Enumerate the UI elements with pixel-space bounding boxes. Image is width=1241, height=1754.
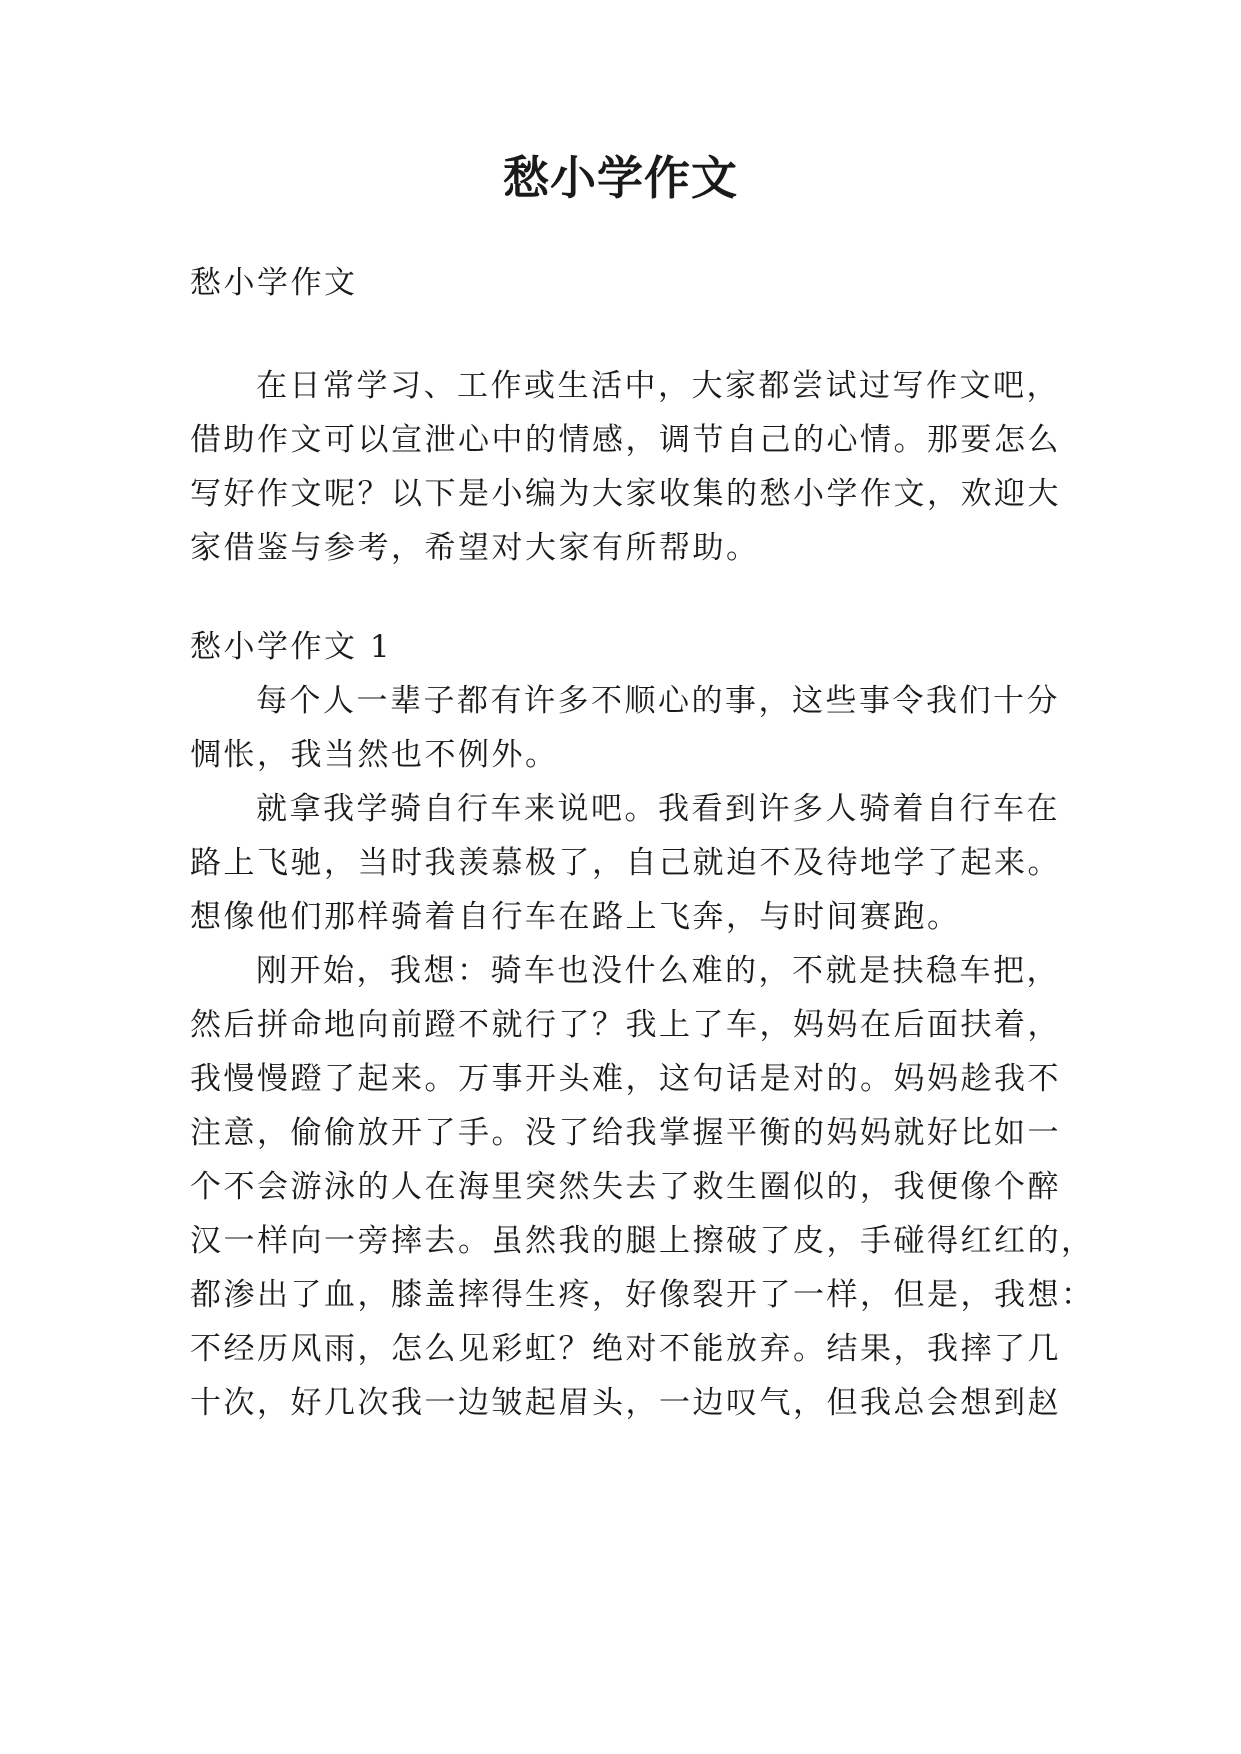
body-line: 每个人一辈子都有许多不顺心的事，这些事令我们十分 (256, 683, 1060, 719)
body-line: 十次，好几次我一边皱起眉头，一边叹气，但我总会想到赵 (190, 1385, 1061, 1421)
body-line: 个不会游泳的人在海里突然失去了救生圈似的，我便像个醉 (190, 1169, 1061, 1205)
body-line: 就拿我学骑自行车来说吧。我看到许多人骑着自行车在 (256, 791, 1060, 827)
body-line: 汉一样向一旁摔去。虽然我的腿上擦破了皮，手碰得红红的， (190, 1223, 1095, 1259)
body-line: 不经历风雨，怎么见彩虹？绝对不能放弃。结果，我摔了几 (190, 1331, 1061, 1367)
section-heading: 愁小学作文 1 (190, 629, 393, 665)
body-line: 想像他们那样骑着自行车在路上飞奔，与时间赛跑。 (190, 899, 961, 935)
body-line: 我慢慢蹬了起来。万事开头难，这句话是对的。妈妈趁我不 (190, 1061, 1061, 1097)
intro-line: 在日常学习、工作或生活中，大家都尝试过写作文吧， (256, 368, 1060, 404)
body-line: 然后拼命地向前蹬不就行了？我上了车，妈妈在后面扶着， (190, 1007, 1061, 1043)
intro-line: 借助作文可以宣泄心中的情感，调节自己的心情。那要怎么 (190, 422, 1061, 458)
document-title: 愁小学作文 (503, 151, 738, 205)
body-line: 注意，偷偷放开了手。没了给我掌握平衡的妈妈就好比如一 (190, 1115, 1061, 1151)
body-line: 都渗出了血，膝盖摔得生疼，好像裂开了一样，但是，我想： (190, 1277, 1095, 1313)
document-subtitle: 愁小学作文 (190, 265, 358, 301)
body-line: 刚开始，我想：骑车也没什么难的，不就是扶稳车把， (256, 953, 1060, 989)
body-line: 路上飞驰，当时我羡慕极了，自己就迫不及待地学了起来。 (190, 845, 1061, 881)
body-line: 惆怅，我当然也不例外。 (190, 737, 559, 773)
intro-line: 家借鉴与参考，希望对大家有所帮助。 (190, 530, 760, 566)
intro-line: 写好作文呢？以下是小编为大家收集的愁小学作文，欢迎大 (190, 476, 1061, 512)
